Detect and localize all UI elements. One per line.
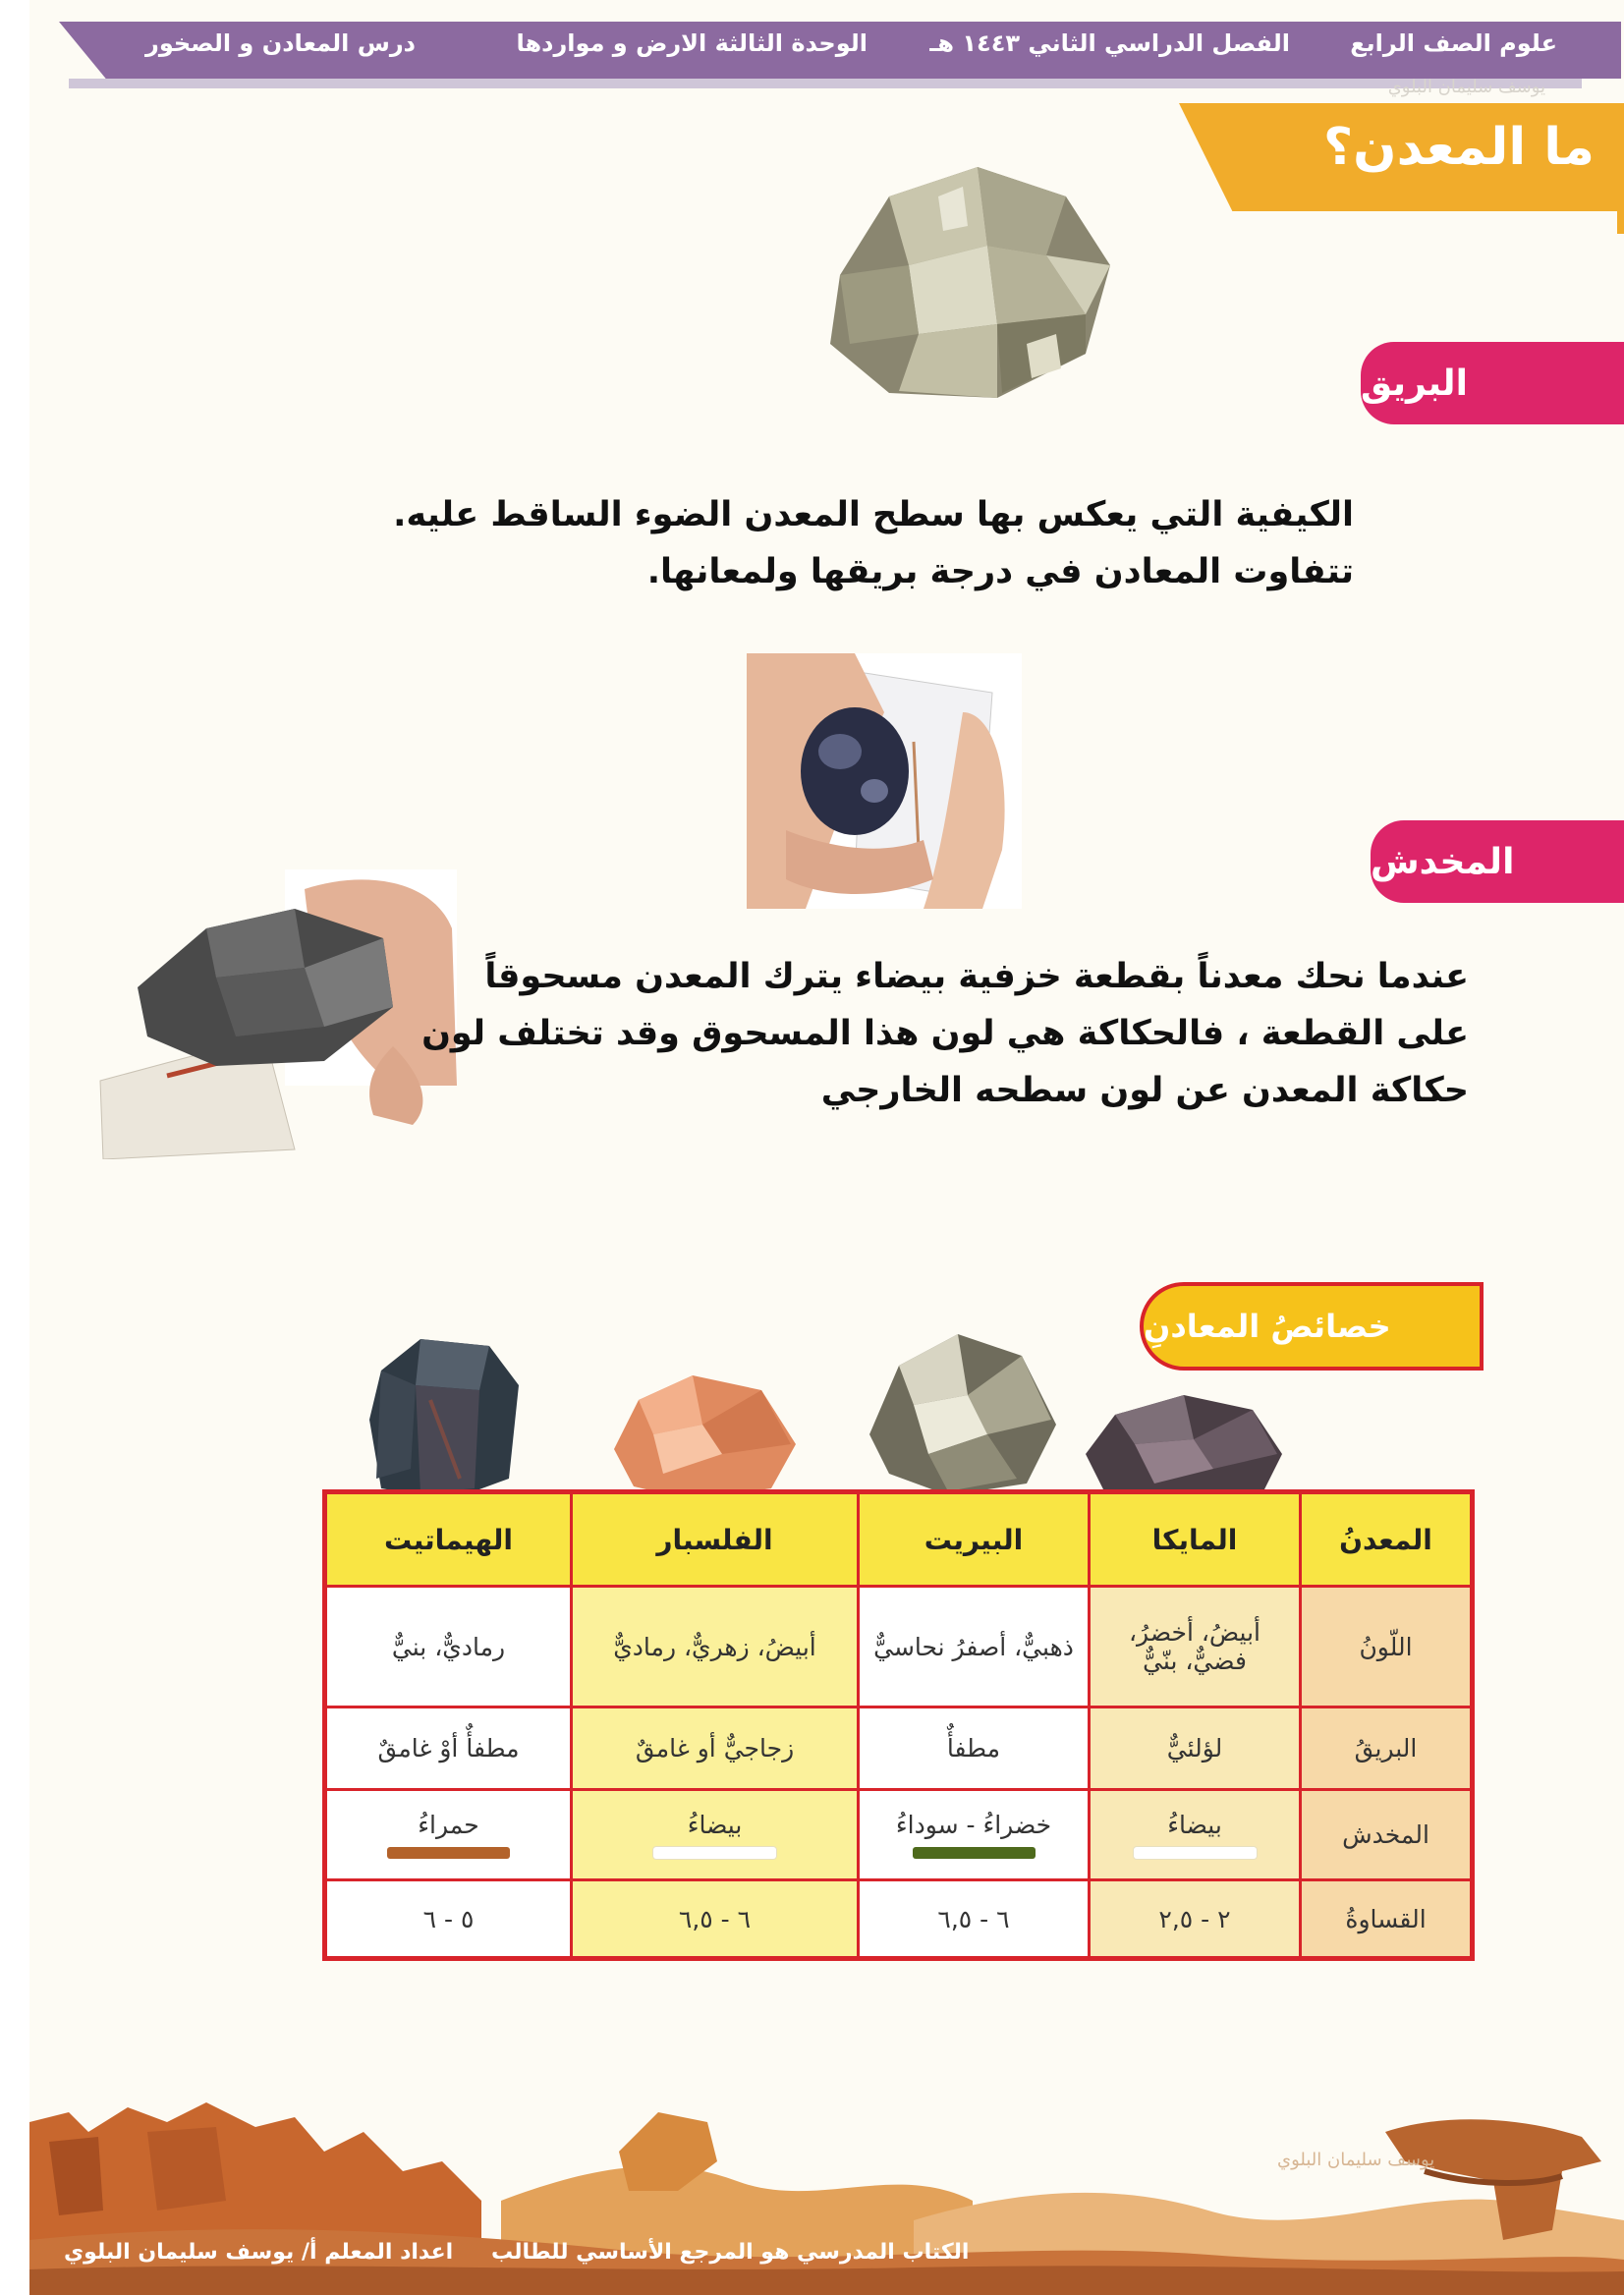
header-feldspar: الفلسبار — [572, 1492, 859, 1587]
table-row — [325, 1587, 1473, 1707]
table-cell: لؤلئيٌّ — [1090, 1707, 1301, 1790]
pyrite-image — [801, 157, 1125, 408]
streak-value: حمراءُ — [418, 1811, 479, 1839]
luster-label: البريق — [1361, 342, 1624, 424]
table-row — [325, 1880, 1473, 1959]
row-label-luster: البريقُ — [1301, 1707, 1473, 1790]
header-mica: المايكا — [1090, 1492, 1301, 1587]
hematite-image — [362, 1331, 524, 1503]
watermark-bottom: يوسف سليمان البلوي — [1277, 2150, 1435, 2170]
row-label-color: اللّونُ — [1301, 1587, 1473, 1707]
streak-line: على القطعة ، فالحكاكة هي لون هذا المسحوق وقد تختلف لون — [421, 1014, 1469, 1053]
table-cell: أبيضُ، زهريٌّ، رماديٌّ — [572, 1587, 859, 1707]
header-lesson: درس المعادن و الصخور — [145, 29, 416, 57]
streak-value: خضراءُ - سوداءُ — [895, 1811, 1052, 1839]
streak-test-hand-image — [747, 653, 1022, 909]
pyrite-specimen-image — [860, 1326, 1061, 1498]
table-row — [325, 1790, 1473, 1880]
streak-value: بيضاءُ — [687, 1811, 743, 1839]
table-cell: ٦ - ٦,٥ — [572, 1880, 859, 1959]
streak-color-swatch — [913, 1847, 1036, 1859]
table-cell: رماديٌّ، بنيٌّ — [325, 1587, 572, 1707]
table-cell: زجاجيٌّ أو غامقٌ — [572, 1707, 859, 1790]
table-cell: ٥ - ٦ — [325, 1880, 572, 1959]
table-cell: ٦ - ٦,٥ — [859, 1880, 1090, 1959]
table-cell: ذهبيٌّ، أصفرُ نحاسيٌّ — [859, 1587, 1090, 1707]
page-margin — [0, 0, 29, 2295]
table-cell — [1090, 1790, 1301, 1880]
desert-footer-illustration — [29, 2093, 1624, 2295]
table-cell: مطفأٌ أوْ غامقٌ — [325, 1707, 572, 1790]
table-cell — [325, 1790, 572, 1880]
table-row — [325, 1707, 1473, 1790]
header-unit: الوحدة الثالثة الارض و مواردها — [516, 29, 868, 57]
streak-color-swatch — [387, 1847, 510, 1859]
streak-line: عندما نحك معدناً بقطعة خزفية بيضاء يترك المعدن مسحوقاً — [484, 957, 1469, 996]
table-header-row — [325, 1492, 1473, 1587]
title-accent — [1617, 208, 1624, 234]
footer-author: اعداد المعلم أ/ يوسف سليمان البلوي — [64, 2240, 454, 2265]
streak-color-swatch — [653, 1847, 776, 1859]
table-cell: مطفأٌ — [859, 1707, 1090, 1790]
streak-text — [388, 948, 1469, 1119]
header-mineral: المعدنُ — [1301, 1492, 1473, 1587]
header-subject: علوم الصف الرابع — [1350, 29, 1557, 57]
row-label-hardness: القساوةُ — [1301, 1880, 1473, 1959]
header-shadow — [69, 79, 1582, 88]
watermark-top: يوسف سليمان البلوي — [1387, 77, 1545, 97]
luster-line: الكيفية التي يعكس بها سطح المعدن الضوء الساقط عليه. — [393, 495, 1354, 534]
properties-table — [322, 1489, 1475, 1961]
luster-line: تتفاوت المعادن في درجة بريقها ولمعانها. — [646, 552, 1354, 591]
footer-note: الكتاب المدرسي هو المرجع الأساسي للطالب — [491, 2240, 970, 2265]
streak-label: المخدش — [1371, 820, 1624, 903]
header-pyrite: البيريت — [859, 1492, 1090, 1587]
row-label-streak: المخدش — [1301, 1790, 1473, 1880]
streak-line: حكاكة المعدن عن لون سطحه الخارجي — [820, 1071, 1469, 1110]
header-semester: الفصل الدراسي الثاني ١٤٤٣ هـ — [929, 29, 1290, 57]
streak-value: بيضاءُ — [1167, 1811, 1222, 1839]
luster-text — [371, 486, 1354, 600]
streak-color-swatch — [1134, 1847, 1257, 1859]
table-cell — [859, 1790, 1090, 1880]
table-cell: ٢ - ٢,٥ — [1090, 1880, 1301, 1959]
feldspar-image — [604, 1371, 801, 1503]
properties-label: خصائصُ المعادنِ — [1140, 1282, 1484, 1371]
page-title: ما المعدن؟ — [1323, 118, 1595, 177]
header-hematite: الهيماتيت — [325, 1492, 572, 1587]
table-cell: أبيضُ، أخضرُ، فضيٌّ، بنّيٌّ — [1090, 1587, 1301, 1707]
table-cell — [572, 1790, 859, 1880]
